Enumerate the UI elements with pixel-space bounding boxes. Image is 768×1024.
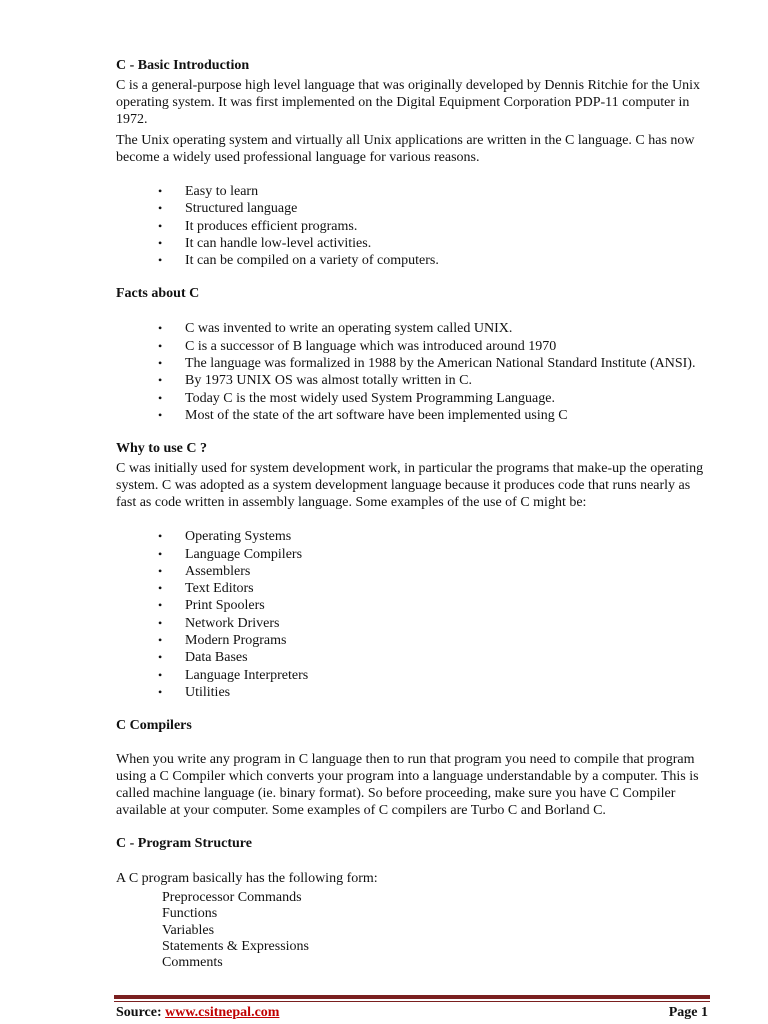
list-item: • C is a successor of B language which was introduced around 1970 (158, 338, 557, 354)
intro-paragraph-2: The Unix operating system and virtually all Unix applications are written in the C language. C has now become a widely used professional language for various reasons. (116, 133, 695, 165)
bullet-icon: • (158, 373, 163, 388)
bullet-icon: • (158, 235, 163, 250)
bullet-icon: • (158, 633, 163, 648)
bullet-icon: • (158, 684, 163, 699)
list-item: • It produces efficient programs. (158, 218, 358, 234)
list-item: Preprocessor Commands (162, 890, 302, 906)
list-item: • Network Drivers (158, 615, 280, 631)
bullet-icon: • (158, 253, 163, 268)
footer-source-link[interactable]: www.csitnepal.com (165, 1005, 280, 1020)
structure-heading: C - Program Structure (116, 836, 252, 852)
bullet-icon: • (158, 581, 163, 596)
list-item: • Assemblers (158, 563, 251, 579)
intro-paragraph-1: C is a general-purpose high level language that was originally developed by Dennis Ritchie for the Unix operating system. It was first implemented on the Digital Equipment Corporation PDP-11 computer in 1972. (116, 78, 700, 127)
structure-item-list (116, 890, 711, 971)
list-item: • Text Editors (158, 581, 254, 597)
bullet-icon: • (158, 184, 163, 198)
list-item: • C was invented to write an operating system called UNIX. (158, 321, 513, 337)
bullet-icon: • (158, 563, 163, 578)
compilers-heading: C Compilers (116, 718, 192, 734)
list-item: • It can handle low-level activities. (158, 235, 372, 251)
facts-bullet-list (116, 320, 711, 424)
list-item: • Data Bases (158, 650, 248, 666)
list-item: Variables (162, 922, 215, 938)
list-item: • Easy to learn (158, 184, 259, 199)
list-item: • Language Compilers (158, 546, 303, 562)
list-item: • Print Spoolers (158, 598, 265, 614)
page-footer (116, 1004, 710, 1022)
bullet-icon: • (158, 201, 163, 216)
list-item: Statements & Expressions (162, 938, 309, 954)
bullet-icon: • (158, 529, 163, 544)
intro-heading: C - Basic Introduction (116, 58, 250, 73)
why-bullet-list (116, 528, 711, 701)
list-item: Functions (162, 906, 218, 922)
list-item: • By 1973 UNIX OS was almost totally written in C. (158, 373, 472, 389)
list-item: • Language Interpreters (158, 667, 309, 683)
bullet-icon: • (158, 356, 163, 371)
list-item: • Today C is the most widely used System Programming Language. (158, 390, 555, 406)
footer-rule-thick (114, 995, 710, 999)
list-item: • Most of the state of the art software have been implemented using C (158, 407, 568, 423)
bullet-icon: • (158, 321, 163, 336)
bullet-icon: • (158, 338, 163, 353)
compilers-paragraph: When you write any program in C language then to run that program you need to compile that program using a C Compiler which converts your program into a language understandable by a computer. This is called machine language (ie. binary format). So before proceeding, make sure you have C Compiler available at your computer. Some examples of C compilers are Turbo C and Borland C. (116, 752, 699, 819)
bullet-icon: • (158, 390, 163, 405)
facts-heading: Facts about C (116, 286, 200, 302)
bullet-icon: • (158, 667, 163, 682)
page-number: Page 1 (668, 1005, 708, 1020)
bullet-icon: • (158, 218, 163, 233)
list-item: Comments (162, 955, 223, 971)
why-heading: Why to use C ? (116, 441, 208, 457)
intro-bullet-list (116, 183, 711, 269)
list-item: • Utilities (158, 684, 231, 700)
why-paragraph: C was initially used for system development work, in particular the programs that make-up the operating system. C was adopted as a system development language because it produces code that runs nearly as fast as code written in assembly language. Some examples of the use of C might be: (116, 461, 704, 511)
document-body (116, 57, 711, 971)
bullet-icon: • (158, 650, 163, 665)
footer-rule-thin (114, 1001, 710, 1002)
structure-paragraph: A C program basically has the following form: (116, 871, 378, 887)
list-item: • Modern Programs (158, 633, 287, 649)
list-item: • The language was formalized in 1988 by the American National Standard Institute (ANSI). (158, 356, 696, 372)
list-item: • Structured language (158, 201, 298, 217)
bullet-icon: • (158, 407, 163, 422)
footer-source-label: Source: (116, 1005, 166, 1020)
bullet-icon: • (158, 615, 163, 630)
list-item: • Operating Systems (158, 529, 292, 545)
list-item: • It can be compiled on a variety of computers. (158, 253, 439, 269)
bullet-icon: • (158, 598, 163, 613)
bullet-icon: • (158, 546, 163, 561)
